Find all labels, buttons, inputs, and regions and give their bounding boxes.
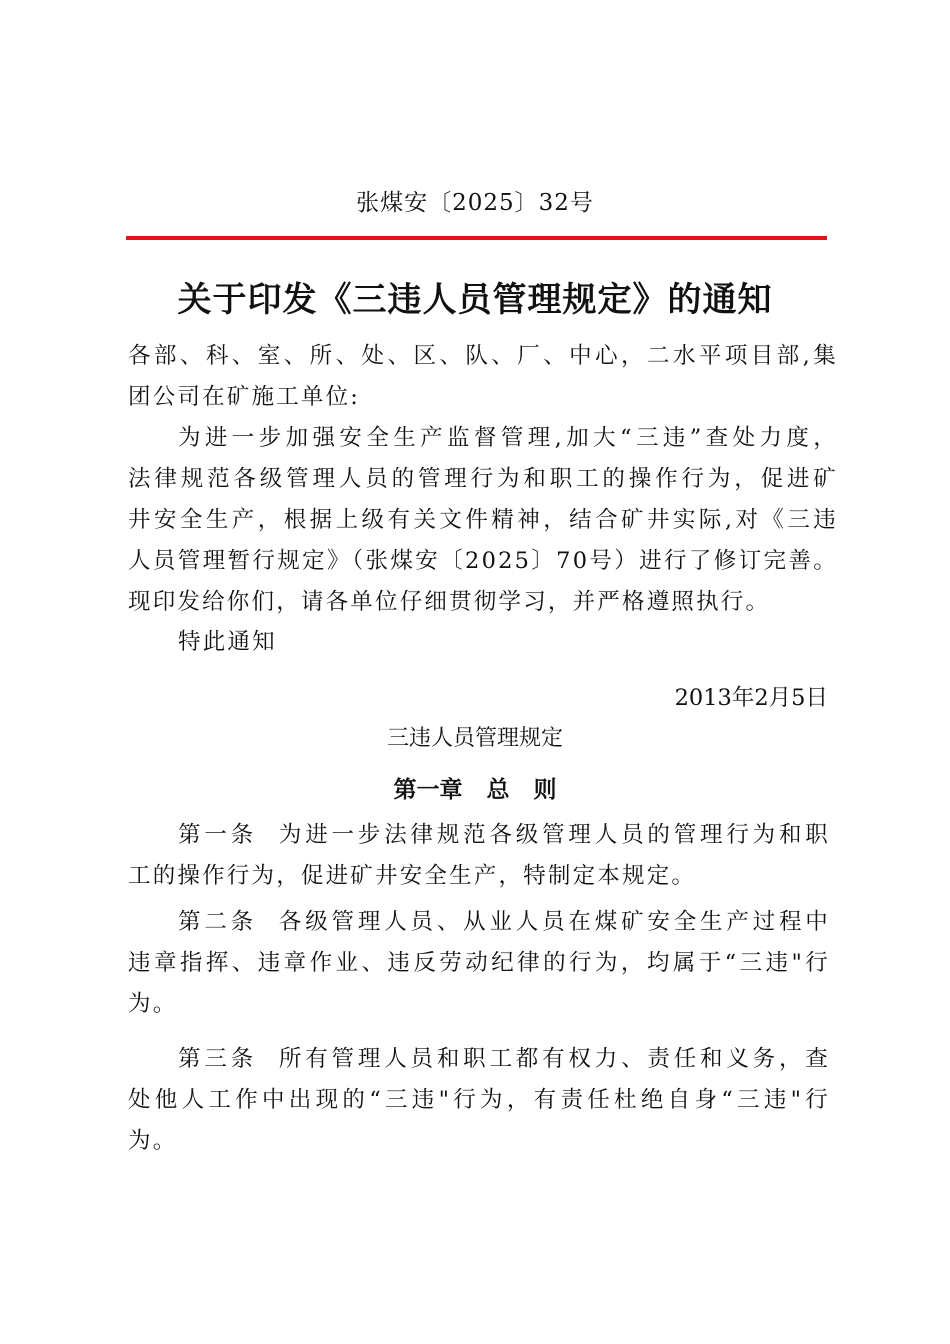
article-line: 处他人工作中出现的“三违"行为，有责任杜绝自身“三违"行 [128,1087,830,1113]
red-header-rule [126,236,827,240]
article-gap [257,822,279,848]
closing-line: 特此通知 [178,629,277,655]
signature-date: 2013年2月5日 [674,685,828,711]
article-label: 第一条 [178,822,257,848]
article-1 [128,815,830,897]
body-line: 井安全生产，根据上级有关文件精神，结合矿井实际,对《三违 [128,507,838,533]
article-line: 工的操作行为，促进矿井安全生产，特制定本规定。 [128,863,697,889]
article-text: 各级管理人员、从业人员在煤矿安全生产过程中 [278,909,830,935]
notice-title: 关于印发《三违人员管理规定》的通知 [177,280,773,320]
article-label: 第三条 [178,1046,257,1072]
article-2 [128,902,830,1025]
body-line: 为进一步加强安全生产监督管理,加大“三违”查处力度， [178,425,838,451]
article-text: 为进一步法律规范各级管理人员的管理行为和职 [278,822,830,848]
notice-body [128,418,838,623]
body-line: 人员管理暂行规定》（张煤安〔2025〕70号）进行了修订完善。 [128,548,838,574]
article-line: 为。 [128,1128,178,1154]
article-3 [128,1039,830,1162]
body-line: 法律规范各级管理人员的管理行为和职工的操作行为，促进矿 [128,466,838,492]
closing-block [128,622,838,663]
article-gap [257,909,279,935]
article-line [128,1039,830,1080]
body-line: 现印发给你们，请各单位仔细贯彻学习，并严格遵照执行。 [128,589,771,615]
article-line [128,902,830,943]
regulation-title: 三违人员管理规定 [386,726,563,751]
article-line [128,815,830,856]
addressee-line: 团公司在矿施工单位: [128,384,361,410]
addressee-line: 各部、科、室、所、处、区、队、厂、中心，二水平项目部,集 [128,343,838,369]
chapter-title: 第一章 总 则 [393,777,557,803]
article-line: 违章指挥、违章作业、违反劳动纪律的行为，均属于“三违"行 [128,950,830,976]
addressee-block [128,336,838,418]
article-line: 为。 [128,991,178,1017]
document-number: 张煤安〔2025〕32号 [356,190,594,216]
article-gap [257,1046,279,1072]
article-label: 第二条 [178,909,257,935]
article-text: 所有管理人员和职工都有权力、责任和义务，查 [278,1046,830,1072]
